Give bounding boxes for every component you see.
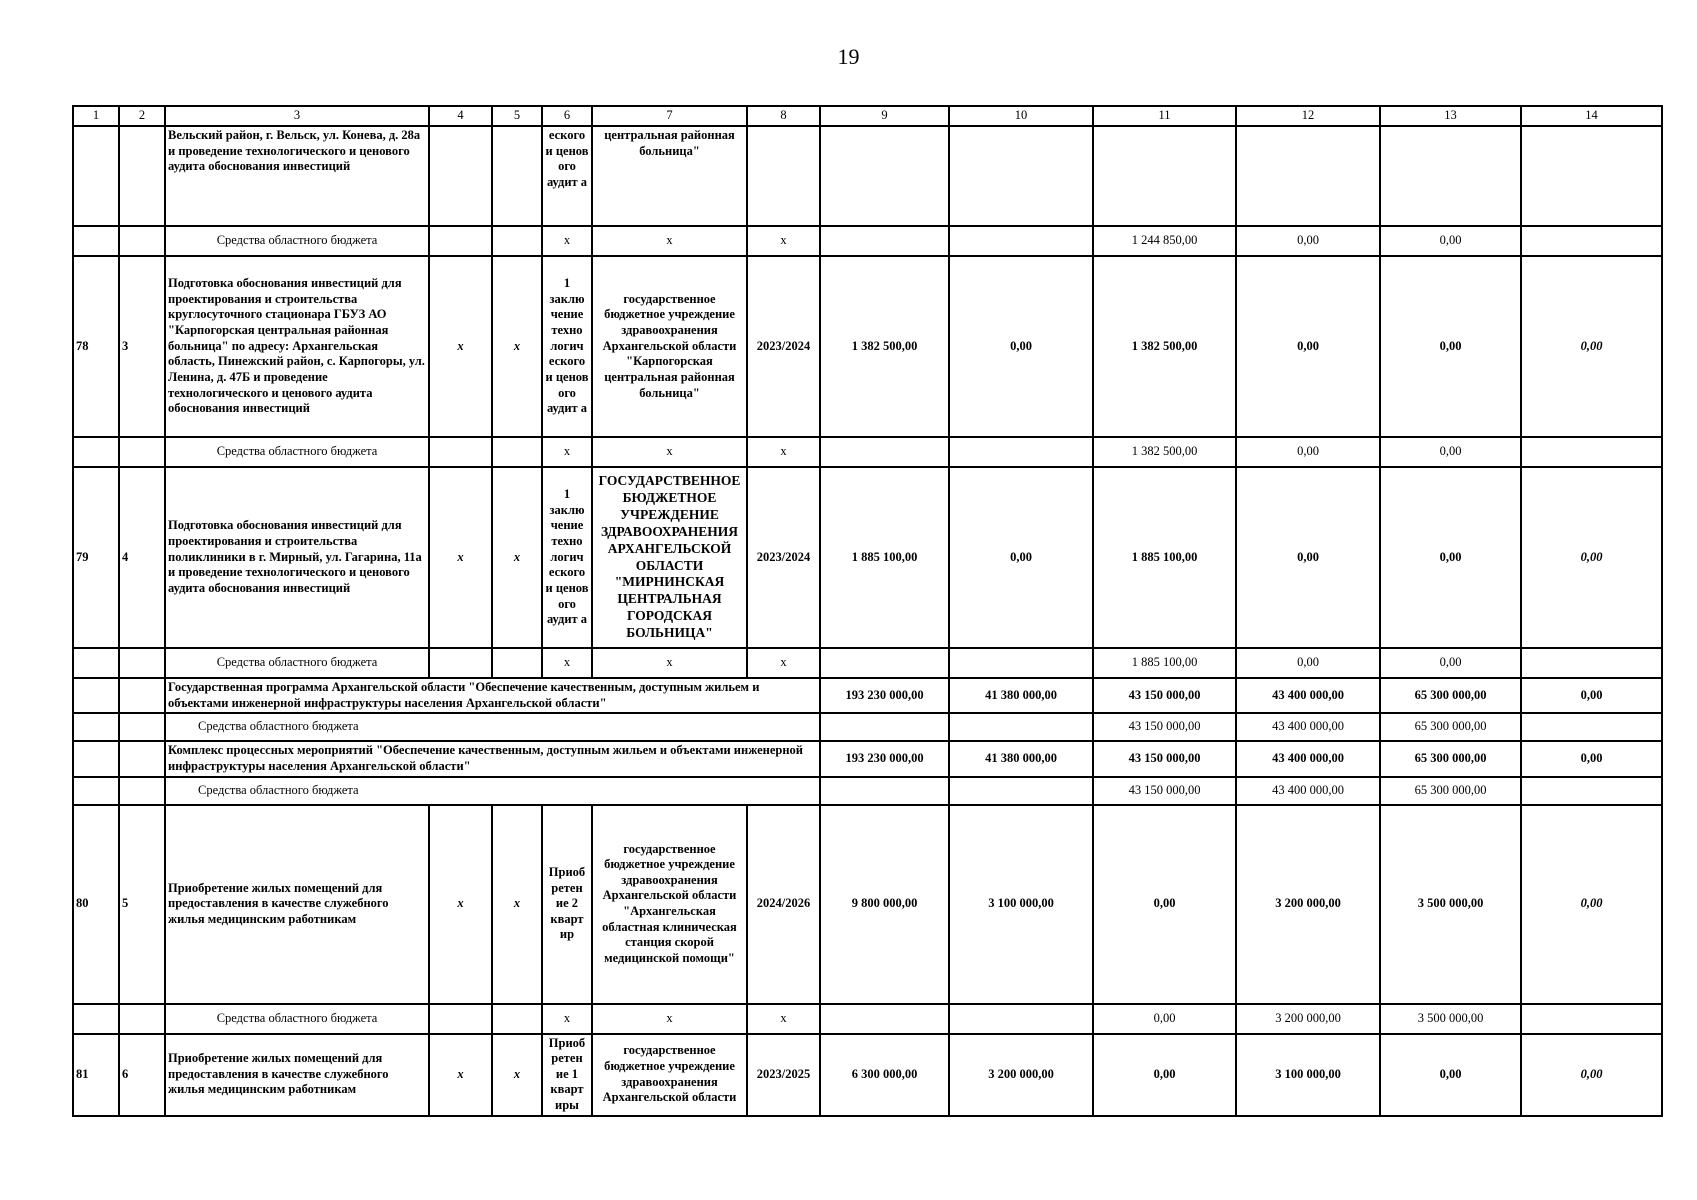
activity-executor: центральная районная больница": [592, 126, 747, 226]
cell: 0,00: [1521, 467, 1662, 648]
column-number: 14: [1521, 106, 1662, 126]
complex-name: Комплекс процессных мероприятий "Обеспечение качественным, доступным жильем и объектами инженерной инфраструктуры населения Архангельской области": [165, 741, 820, 776]
period: 2024/2026: [747, 805, 820, 1004]
cell: 0,00: [1380, 1034, 1521, 1116]
funding-row: [73, 1004, 1662, 1034]
column-number: 4: [429, 106, 492, 126]
activity-executor: государственное бюджетное учреждение здравоохранения Архангельской области: [592, 1034, 747, 1116]
cell: 43 150 000,00: [1093, 678, 1236, 713]
cell: x: [492, 467, 542, 648]
activity-executor: ГОСУДАРСТВЕННОЕ БЮДЖЕТНОЕ УЧРЕЖДЕНИЕ ЗДРАВООХРАНЕНИЯ АРХАНГЕЛЬСКОЙ ОБЛАСТИ "МИРНИНСКАЯ ЦЕНТРАЛЬНАЯ ГОРОДСКАЯ БОЛЬНИЦА": [592, 467, 747, 648]
column-number: 12: [1236, 106, 1380, 126]
cell: x: [542, 648, 592, 678]
activity-result: Приоб ретен ие 1 кварт иры: [542, 1034, 592, 1116]
column-number: 11: [1093, 106, 1236, 126]
activity-result: 1 заклю чение техно логич еского и ценов ого аудит а: [542, 256, 592, 437]
cell: x: [429, 805, 492, 1004]
cell: x: [747, 437, 820, 467]
cell: x: [429, 256, 492, 437]
table-row: [73, 126, 1662, 226]
activity-executor: государственное бюджетное учреждение здравоохранения Архангельской области "Архангельская областная клиническая станция скорой медицинской помощи": [592, 805, 747, 1004]
cell: x: [592, 648, 747, 678]
cell: 0,00: [1521, 741, 1662, 776]
cell: 1 382 500,00: [820, 256, 949, 437]
cell: x: [542, 226, 592, 256]
funding-row: [73, 713, 1662, 741]
cell: x: [542, 1004, 592, 1034]
column-number: 2: [119, 106, 165, 126]
cell: 0,00: [1236, 256, 1380, 437]
cell: 0,00: [1236, 226, 1380, 256]
cell: x: [592, 437, 747, 467]
funding-row: [73, 226, 1662, 256]
activity-result: 1 заклю чение техно логич еского и ценов ого аудит а: [542, 467, 592, 648]
cell: 3 500 000,00: [1380, 1004, 1521, 1034]
cell: 0,00: [1093, 1004, 1236, 1034]
cell: 0,00: [1093, 805, 1236, 1004]
cell: 0,00: [1236, 467, 1380, 648]
cell: 0,00: [1521, 1034, 1662, 1116]
cell: 0,00: [1521, 256, 1662, 437]
cell: 1 885 100,00: [1093, 467, 1236, 648]
cell: 65 300 000,00: [1380, 741, 1521, 776]
cell: 3 100 000,00: [1236, 1034, 1380, 1116]
cell: 41 380 000,00: [949, 741, 1093, 776]
row-number: 78: [73, 256, 119, 437]
cell: 0,00: [1380, 467, 1521, 648]
program-name: Государственная программа Архангельской области "Обеспечение качественным, доступным жильем и объектами инженерной инфраструктуры населения Архангельской области": [165, 678, 820, 713]
cell: 0,00: [949, 467, 1093, 648]
cell: 43 400 000,00: [1236, 777, 1380, 805]
funding-label: Средства областного бюджета: [165, 1004, 429, 1034]
cell: 3 100 000,00: [949, 805, 1093, 1004]
funding-label: Средства областного бюджета: [165, 777, 820, 805]
row-subnumber: 6: [119, 1034, 165, 1116]
cell: x: [747, 648, 820, 678]
funding-label: Средства областного бюджета: [165, 226, 429, 256]
cell: 9 800 000,00: [820, 805, 949, 1004]
activity-result: еского и ценов ого аудит а: [542, 126, 592, 226]
table-row: [73, 805, 1662, 1004]
funding-row: [73, 437, 1662, 467]
cell: 1 382 500,00: [1093, 256, 1236, 437]
cell: 1 885 100,00: [820, 467, 949, 648]
cell: 3 200 000,00: [949, 1034, 1093, 1116]
cell: 6 300 000,00: [820, 1034, 949, 1116]
column-number: 9: [820, 106, 949, 126]
period: 2023/2024: [747, 256, 820, 437]
activity-name: Подготовка обоснования инвестиций для проектирования и строительства круглосуточного стационара ГБУЗ АО "Карпогорская центральная районная больница" по адресу: Архангельская область, Пинежский район, с. Карпогоры, ул. Ленина, д. 47Б и проведение технологического и ценового аудита обоснования инвестиций: [165, 256, 429, 437]
row-subnumber: 3: [119, 256, 165, 437]
cell: 3 500 000,00: [1380, 805, 1521, 1004]
cell: 0,00: [1380, 437, 1521, 467]
activity-executor: государственное бюджетное учреждение здравоохранения Архангельской области "Карпогорская центральная районная больница": [592, 256, 747, 437]
row-number: 80: [73, 805, 119, 1004]
cell: 43 150 000,00: [1093, 777, 1236, 805]
cell: 0,00: [1380, 256, 1521, 437]
cell: x: [592, 1004, 747, 1034]
activity-name: Вельский район, г. Вельск, ул. Конева, д. 28а и проведение технологического и ценового аудита обоснования инвестиций: [165, 126, 429, 226]
cell: x: [492, 1034, 542, 1116]
cell: 3 200 000,00: [1236, 805, 1380, 1004]
row-number: 81: [73, 1034, 119, 1116]
column-number: 10: [949, 106, 1093, 126]
cell: 0,00: [1521, 805, 1662, 1004]
cell: x: [542, 437, 592, 467]
row-subnumber: 5: [119, 805, 165, 1004]
cell: 0,00: [1236, 648, 1380, 678]
row-subnumber: 4: [119, 467, 165, 648]
column-number: 1: [73, 106, 119, 126]
cell: x: [429, 467, 492, 648]
column-number: 5: [492, 106, 542, 126]
period: 2023/2024: [747, 467, 820, 648]
cell: 65 300 000,00: [1380, 713, 1521, 741]
cell: 0,00: [1380, 648, 1521, 678]
cell: 193 230 000,00: [820, 741, 949, 776]
cell: 1 244 850,00: [1093, 226, 1236, 256]
program-table: [72, 105, 1663, 1117]
funding-label: Средства областного бюджета: [165, 648, 429, 678]
column-number: 7: [592, 106, 747, 126]
cell: x: [492, 256, 542, 437]
cell: 0,00: [949, 256, 1093, 437]
cell: 43 400 000,00: [1236, 713, 1380, 741]
cell: 0,00: [1380, 226, 1521, 256]
funding-row: [73, 648, 1662, 678]
cell: x: [747, 226, 820, 256]
cell: x: [592, 226, 747, 256]
table-row: [73, 467, 1662, 648]
cell: 3 200 000,00: [1236, 1004, 1380, 1034]
column-number-row: [73, 106, 1662, 126]
column-number: 13: [1380, 106, 1521, 126]
activity-name: Приобретение жилых помещений для предоставления в качестве служебного жилья медицинским работникам: [165, 805, 429, 1004]
page-number: 19: [837, 44, 860, 69]
table-row: [73, 256, 1662, 437]
program-row: [73, 678, 1662, 713]
activity-name: Подготовка обоснования инвестиций для проектирования и строительства поликлиники в г. Мирный, ул. Гагарина, 11а и проведение технологического и ценового аудита обоснования инвестиций: [165, 467, 429, 648]
cell: 0,00: [1236, 437, 1380, 467]
activity-result: Приоб ретен ие 2 кварт ир: [542, 805, 592, 1004]
column-number: 3: [165, 106, 429, 126]
cell: x: [492, 805, 542, 1004]
cell: 41 380 000,00: [949, 678, 1093, 713]
activity-name: Приобретение жилых помещений для предоставления в качестве служебного жилья медицинским работникам: [165, 1034, 429, 1116]
table-row: [73, 1034, 1662, 1116]
cell: 0,00: [1521, 678, 1662, 713]
cell: 65 300 000,00: [1380, 777, 1521, 805]
cell: 43 150 000,00: [1093, 713, 1236, 741]
row-number: 79: [73, 467, 119, 648]
cell: 1 885 100,00: [1093, 648, 1236, 678]
cell: 43 150 000,00: [1093, 741, 1236, 776]
cell: 43 400 000,00: [1236, 741, 1380, 776]
cell: 65 300 000,00: [1380, 678, 1521, 713]
cell: 0,00: [1093, 1034, 1236, 1116]
column-number: 8: [747, 106, 820, 126]
funding-label: Средства областного бюджета: [165, 713, 820, 741]
funding-label: Средства областного бюджета: [165, 437, 429, 467]
cell: x: [747, 1004, 820, 1034]
complex-row: [73, 741, 1662, 776]
cell: x: [429, 1034, 492, 1116]
period: 2023/2025: [747, 1034, 820, 1116]
funding-row: [73, 777, 1662, 805]
column-number: 6: [542, 106, 592, 126]
cell: 1 382 500,00: [1093, 437, 1236, 467]
cell: 193 230 000,00: [820, 678, 949, 713]
cell: 43 400 000,00: [1236, 678, 1380, 713]
